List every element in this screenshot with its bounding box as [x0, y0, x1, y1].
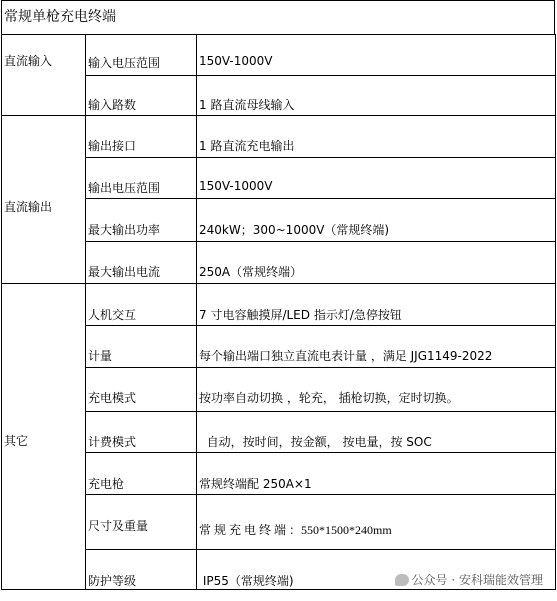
watermark — [391, 570, 547, 589]
value-cell — [197, 116, 556, 158]
param-label: 计费模式 — [88, 435, 137, 449]
param-cell — [86, 284, 197, 326]
table-row — [2, 76, 556, 116]
value-text: 150V-1000V — [199, 179, 273, 193]
value-text: 自动，按时间，按金额， 按电量，按 SOC — [199, 435, 432, 449]
table-row — [2, 495, 556, 550]
table-row — [2, 453, 556, 495]
value-text: 1 路直流母线输入 — [199, 98, 295, 112]
param-label: 人机交互 — [88, 308, 137, 322]
value-text: 240kW；300~1000V（常规终端) — [199, 223, 390, 237]
value-cell — [197, 158, 556, 199]
param-label: 充电模式 — [88, 391, 137, 405]
param-cell — [86, 76, 197, 116]
value-text: 150V-1000V — [199, 54, 273, 68]
param-cell — [86, 242, 197, 284]
param-label: 输出电压范围 — [88, 181, 161, 195]
param-label: 输出接口 — [88, 139, 137, 153]
value-cell — [197, 284, 556, 326]
param-cell — [86, 116, 197, 158]
category-label: 直流输入 — [4, 54, 53, 68]
param-cell — [86, 199, 197, 242]
param-label: 输入路数 — [88, 98, 137, 112]
param-label: 计量 — [88, 349, 113, 363]
table-row — [2, 116, 556, 158]
value-text: IP55（常规终端) — [199, 574, 294, 588]
category-cell — [2, 284, 86, 590]
param-cell — [86, 368, 197, 412]
value-cell — [197, 453, 556, 495]
value-text: 按功率自动切换 ，轮充， 插枪切换，定时切换。 — [199, 391, 459, 405]
param-cell — [86, 35, 197, 76]
category-label: 直流输出 — [4, 200, 53, 214]
table-row — [2, 412, 556, 453]
param-cell — [86, 412, 197, 453]
table-row — [2, 284, 556, 326]
spec-table — [1, 34, 556, 590]
table-row — [2, 199, 556, 242]
category-cell — [2, 116, 86, 284]
value-text: 250A（常规终端） — [199, 265, 303, 279]
param-label: 最大输出功率 — [88, 223, 161, 237]
category-label: 其它 — [4, 434, 29, 448]
value-text: 1 路直流充电输出 — [199, 139, 295, 153]
value-text: 每个输出端口独立直流电表计量 ，满足 JJG1149-2022 — [199, 349, 493, 363]
param-label: 尺寸及重量 — [88, 519, 149, 533]
value-text: 7 寸电容触摸屏/LED 指示灯/急停按钮 — [199, 308, 402, 322]
table-row — [2, 242, 556, 284]
table-row — [2, 368, 556, 412]
value-cell — [197, 368, 556, 412]
param-cell — [86, 495, 197, 550]
watermark-text: 公众号 · 安科瑞能效管理 — [411, 573, 543, 587]
table-title: 常规单枪充电终端 — [1, 0, 555, 34]
value-cell — [197, 326, 556, 368]
param-cell — [86, 158, 197, 199]
wechat-icon — [395, 574, 409, 586]
value-cell — [197, 412, 556, 453]
table-row — [2, 158, 556, 199]
table-row — [2, 326, 556, 368]
value-cell — [197, 242, 556, 284]
param-label: 充电枪 — [88, 477, 125, 491]
value-cell — [197, 35, 556, 76]
param-cell — [86, 326, 197, 368]
category-cell — [2, 35, 86, 116]
param-cell — [86, 550, 197, 590]
value-cell — [197, 199, 556, 242]
value-text: 常规终端配 250A×1 — [199, 477, 312, 491]
param-cell — [86, 453, 197, 495]
param-label: 防护等级 — [88, 574, 137, 588]
param-label: 输入电压范围 — [88, 56, 161, 70]
value-cell — [197, 495, 556, 550]
table-row — [2, 35, 556, 76]
param-label: 最大输出电流 — [88, 265, 161, 279]
value-cell — [197, 76, 556, 116]
value-text: 常 规 充 电 终 端 ：550*1500*240mm — [199, 523, 392, 537]
